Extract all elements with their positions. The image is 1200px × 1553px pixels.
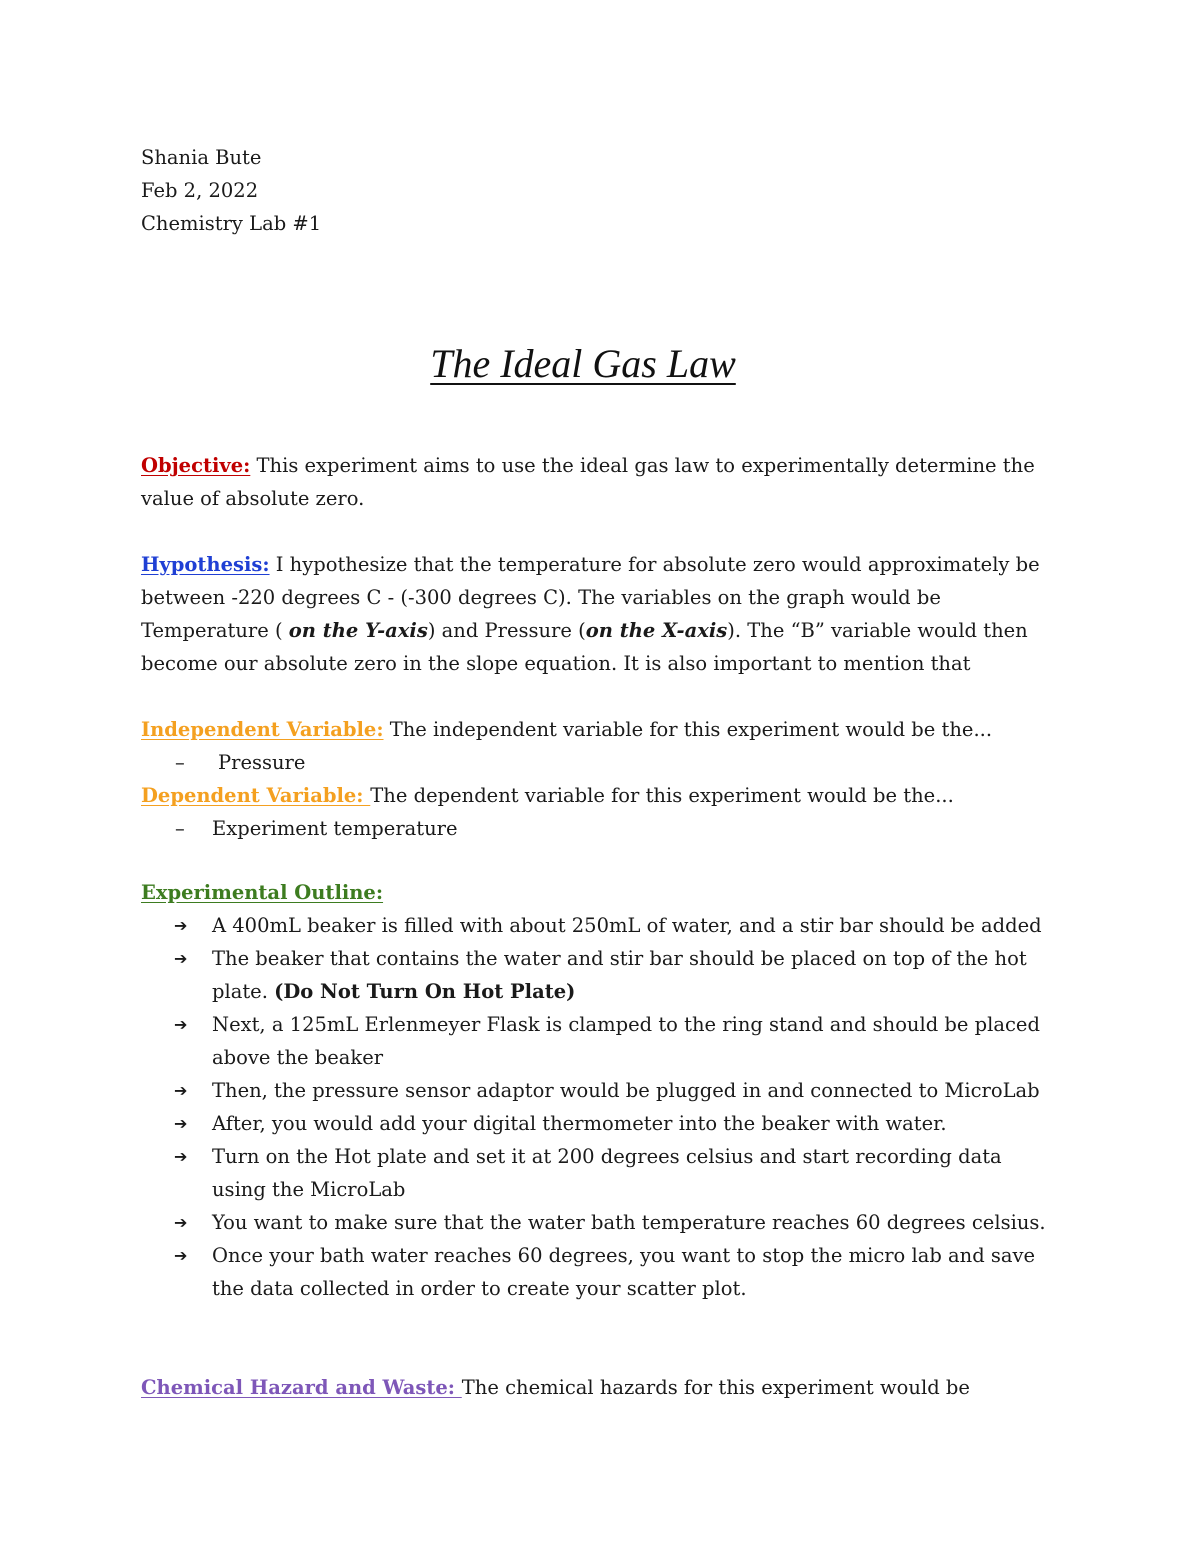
variables-section xyxy=(141,713,1061,845)
list-item: ➔ A 400mL beaker is filled with about 250mL of water, and a stir bar should be added xyxy=(141,909,1061,942)
hazard-text: The chemical hazards for this experiment would be xyxy=(461,1376,970,1399)
outline-section xyxy=(141,876,1061,1305)
list-item: ➔ Turn on the Hot plate and set it at 200 degrees celsius and start recording data using the MicroLab xyxy=(141,1140,1061,1206)
hazard-label: Chemical Hazard and Waste: xyxy=(141,1376,462,1399)
list-item: ➔ After, you would add your digital thermometer into the beaker with water. xyxy=(141,1107,1061,1140)
list-item: ➔ The beaker that contains the water and stir bar should be placed on top of the hot plate. (Do Not Turn On Hot Plate) xyxy=(141,942,1061,1008)
list-item: ➔ Then, the pressure sensor adaptor would be plugged in and connected to MicroLab xyxy=(141,1074,1061,1107)
list-item: ➔ Next, a 125mL Erlenmeyer Flask is clamped to the ring stand and should be placed above the beaker xyxy=(141,1008,1061,1074)
list-item: – Experiment temperature xyxy=(141,812,1061,845)
hypothesis-label: Hypothesis: xyxy=(141,553,270,576)
author-name: Shania Bute xyxy=(141,146,262,169)
list-item: – Pressure xyxy=(141,746,1061,779)
independent-text: The independent variable for this experiment would be the... xyxy=(383,718,993,741)
hypothesis-text-3: ). The “B” variable would then become our absolute zero in the slope equation. It is also important to mention that xyxy=(141,619,1028,675)
independent-label: Independent Variable: xyxy=(141,718,384,741)
hypothesis-text-1: I hypothesize that the temperature for absolute zero would approximately be between -220 degrees C - (-300 degrees C). The variables on the graph would be Temperature ( xyxy=(141,553,1040,642)
dependent-text: The dependent variable for this experiment would be the... xyxy=(370,784,954,807)
dependent-list xyxy=(141,812,1061,845)
objective-text: This experiment aims to use the ideal gas law to experimentally determine the value of absolute zero. xyxy=(141,454,1035,510)
outline-steps xyxy=(141,909,1061,1305)
objective-section xyxy=(141,449,1061,515)
list-item: ➔ You want to make sure that the water bath temperature reaches 60 degrees celsius. xyxy=(141,1206,1061,1239)
list-item: ➔ Once your bath water reaches 60 degrees, you want to stop the micro lab and save the data collected in order to create your scatter plot. xyxy=(141,1239,1061,1305)
document-date: Feb 2, 2022 xyxy=(141,179,259,202)
header-block xyxy=(141,141,321,240)
hypothesis-y-axis: on the Y-axis xyxy=(288,619,428,642)
hazard-section xyxy=(141,1371,1061,1404)
hypothesis-text-2: ) and Pressure ( xyxy=(427,619,586,642)
objective-label: Objective: xyxy=(141,454,251,477)
independent-list xyxy=(141,746,1061,779)
hypothesis-section xyxy=(141,548,1061,680)
hypothesis-x-axis: on the X-axis xyxy=(585,619,728,642)
independent-variable xyxy=(141,713,1061,746)
outline-label: Experimental Outline: xyxy=(141,881,384,904)
dependent-label: Dependent Variable: xyxy=(141,784,371,807)
document-title: The Ideal Gas Law xyxy=(430,341,736,386)
dependent-variable xyxy=(141,779,1061,812)
course-title: Chemistry Lab #1 xyxy=(141,212,322,235)
